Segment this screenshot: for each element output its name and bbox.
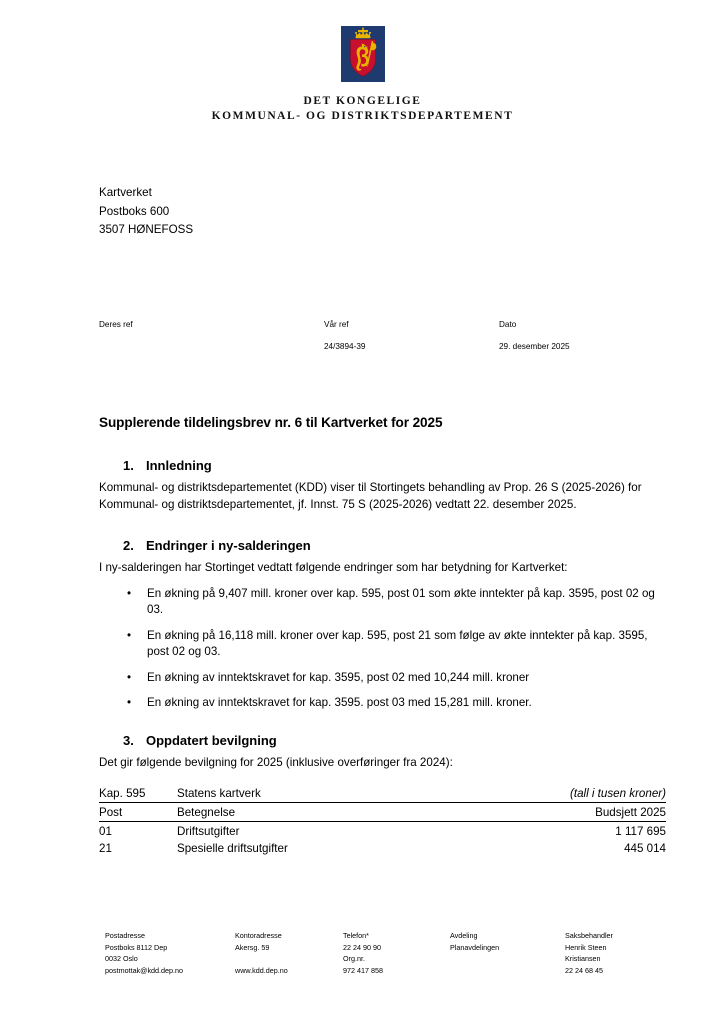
dato-value: 29. desember 2025 [499, 342, 570, 351]
page-footer [105, 930, 665, 976]
bullet-icon: • [127, 628, 132, 642]
dato-column [499, 318, 629, 353]
footer-line: Kristiansen [565, 954, 601, 964]
footer-phone: 22 24 68 45 [565, 965, 603, 975]
footer-line: Planavdelingen [450, 942, 500, 952]
footer-line: Henrik Steen [565, 942, 607, 952]
footer-label: Kontoradresse [235, 931, 282, 940]
table-row [99, 822, 666, 840]
footer-label: Telefon* [343, 931, 369, 940]
list-item-text: En økning på 16,118 mill. kroner over kap. 595, post 21 som følge av økte inntekter på kap. 3595, post 02 og 03. [147, 628, 648, 658]
cell-post: 21 [99, 842, 112, 855]
list-item [99, 670, 666, 687]
list-item [99, 695, 666, 712]
bullet-icon: • [127, 586, 132, 600]
department-line-2: KOMMUNAL- OG DISTRIKTSDEPARTEMENT [211, 109, 514, 122]
page-title: Supplerende tildelingsbrev nr. 6 til Kartverket for 2025 [99, 415, 443, 430]
deres-ref-column [99, 318, 324, 353]
bullet-icon: • [127, 670, 132, 684]
footer-line: Org.nr. [343, 954, 365, 964]
var-ref-column [324, 318, 499, 353]
footer-line: Akersg. 59 [235, 942, 270, 952]
recipient-postal: 3507 HØNEFOSS [99, 223, 194, 236]
footer-column-kontoradresse [235, 930, 343, 976]
kap-label: Kap. 595 [99, 785, 177, 803]
section-1-paragraph: Kommunal- og distriktsdepartementet (KDD) viser til Stortingets behandling av Prop. 26 S (2025-2026) for Kommunal- og distriktsdepartementet, jf. Innst. 75 S (2025-2026) vedtatt 22. desember 2025. [99, 481, 642, 511]
recipient-address: Postboks 600 [99, 204, 170, 218]
footer-column-telefon [343, 930, 450, 976]
section-number-1: 1. [123, 458, 134, 473]
deres-ref-label: Deres ref [99, 320, 133, 329]
section-title-2: Endringer i ny-salderingen [146, 538, 311, 553]
spacer [99, 513, 666, 536]
section-2-paragraph: I ny-salderingen har Stortinget vedtatt følgende endringer som har betydning for Kartverket: [99, 561, 568, 574]
table-kap-row [99, 785, 666, 803]
column-header-betegnelse: Betegnelse [177, 803, 507, 822]
footer-line: 972 417 858 [343, 965, 383, 975]
footer-label: Avdeling [450, 931, 478, 940]
section-title-1: Innledning [146, 458, 212, 473]
section-heading-innledning [99, 456, 666, 476]
endringer-bullet-list [99, 586, 666, 712]
footer-website: www.kdd.dep.no [235, 965, 288, 975]
list-item-text: En økning av inntektskravet for kap. 3595. post 03 med 15,281 mill. kroner. [147, 696, 532, 709]
footer-column-saksbehandler [565, 930, 665, 976]
recipient-address-block [99, 184, 193, 240]
footer-label: Postadresse [105, 931, 145, 940]
list-item-text: En økning på 9,407 mill. kroner over kap. 595, post 01 som økte inntekter på kap. 3595, post 02 og 03. [147, 586, 655, 616]
section-number-2: 2. [123, 538, 134, 553]
cell-post: 01 [99, 825, 112, 838]
section-title-3: Oppdatert bevilgning [146, 732, 277, 748]
list-item-text: En økning av inntektskravet for kap. 3595, post 02 med 10,244 mill. kroner [147, 670, 530, 684]
kap-note: (tall i tusen kroner) [507, 785, 666, 803]
section-number-3: 3. [123, 732, 134, 748]
budget-table [99, 785, 666, 856]
footer-column-postadresse [105, 930, 235, 976]
department-line-1: DET KONGELIGE [303, 95, 422, 107]
letterhead [0, 26, 725, 124]
footer-column-avdeling [450, 930, 565, 976]
cell-betegnelse: Spesielle driftsutgifter [177, 842, 288, 855]
footer-line: Postboks 8112 Dep [105, 942, 168, 952]
section-heading-bevilgning [99, 731, 666, 751]
column-header-budsjett: Budsjett 2025 [507, 803, 666, 822]
reference-row [99, 318, 629, 353]
document-body [99, 456, 666, 856]
kap-name: Statens kartverk [177, 785, 507, 803]
column-header-post: Post [99, 803, 177, 822]
table-header-row [99, 803, 666, 822]
norway-coat-of-arms-icon [341, 26, 385, 82]
bullet-icon: • [127, 696, 132, 709]
footer-line: 22 24 90 90 [343, 942, 381, 952]
var-ref-value: 24/3894-39 [324, 342, 366, 351]
department-name [0, 94, 725, 124]
cell-betegnelse: Driftsutgifter [177, 825, 240, 838]
table-row [99, 839, 666, 856]
section-3-paragraph: Det gir følgende bevilgning for 2025 (inklusive overføringer fra 2024): [99, 755, 453, 769]
footer-line: 0032 Oslo [105, 954, 138, 964]
cell-budsjett: 445 014 [624, 842, 666, 855]
list-item [99, 586, 666, 619]
recipient-name: Kartverket [99, 186, 152, 199]
var-ref-label: Vår ref [324, 320, 349, 329]
footer-email: postmottak@kdd.dep.no [105, 965, 184, 975]
list-item [99, 628, 666, 661]
dato-label: Dato [499, 320, 517, 329]
cell-budsjett: 1 117 695 [615, 825, 666, 838]
footer-label: Saksbehandler [565, 931, 613, 940]
section-heading-endringer [99, 536, 666, 556]
spacer [99, 712, 666, 731]
